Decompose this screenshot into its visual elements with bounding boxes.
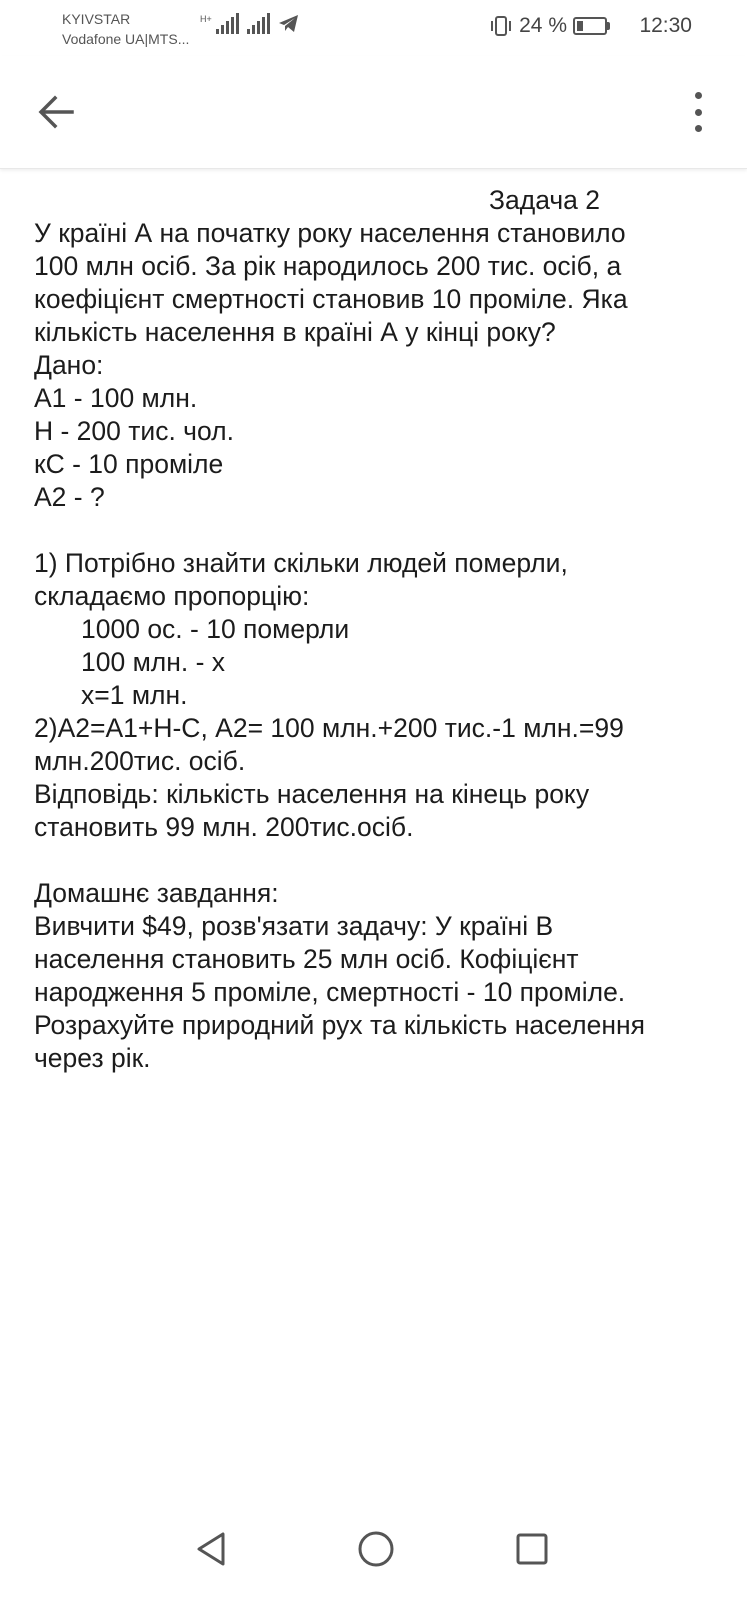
text-line: млн.200тис. осіб. — [34, 746, 246, 776]
text-line: 1000 ос. - 10 померли — [81, 614, 350, 644]
battery-level — [577, 21, 583, 31]
carrier-info — [62, 9, 189, 49]
nav-back-button[interactable] — [193, 1529, 229, 1574]
text-line: коефіцієнт смертності становив 10 проміле. Яка — [34, 284, 628, 314]
text-line: х=1 млн. — [81, 680, 188, 710]
text-line: становить 99 млн. 200тис.осіб. — [34, 812, 414, 842]
text-line: кС - 10 проміле — [34, 449, 224, 479]
text-line: 100 млн. - х — [81, 647, 226, 677]
more-vert-icon — [695, 92, 702, 99]
telegram-icon — [278, 14, 300, 34]
text-line: Відповідь: кількість населення на кінець року — [34, 779, 590, 809]
battery-icon — [573, 17, 607, 35]
document-view[interactable] — [0, 170, 747, 1479]
document-text — [34, 184, 724, 1075]
arrow-left-icon — [34, 90, 78, 134]
more-vert-dot — [695, 109, 702, 116]
text-line: 2)А2=А1+Н-С, А2= 100 млн.+200 тис.-1 млн.=99 — [34, 713, 624, 743]
document-title: Задача 2 — [489, 185, 601, 215]
signal-icon — [247, 12, 270, 34]
text-line: А1 - 100 млн. — [34, 383, 198, 413]
blank-line — [34, 514, 724, 547]
text-line: 100 млн осіб. За рік народилось 200 тис. осіб, а — [34, 251, 622, 281]
text-line: А2 - ? — [34, 482, 105, 512]
clock: 12:30 — [639, 14, 692, 37]
text-line: Дано: — [34, 350, 104, 380]
text-line: 1) Потрібно знайти скільки людей померли, — [34, 548, 568, 578]
carrier-2: Vodafone UA|MTS... — [62, 31, 190, 47]
status-bar — [0, 0, 747, 56]
nav-home-button[interactable] — [356, 1529, 396, 1574]
vibrate-icon — [489, 15, 513, 37]
triangle-back-icon — [193, 1529, 229, 1569]
text-line: складаємо пропорцію: — [34, 581, 310, 611]
more-vert-dot — [695, 125, 702, 132]
text-line: кількість населення в країні А у кінці року? — [34, 317, 556, 347]
app-bar — [0, 56, 747, 169]
signal-icon — [216, 12, 239, 34]
text-line: через рік. — [34, 1043, 151, 1073]
circle-home-icon — [356, 1529, 396, 1569]
system-nav-bar — [0, 1499, 747, 1599]
network-icons — [200, 12, 300, 34]
carrier-1: KYIVSTAR — [62, 11, 131, 27]
square-recents-icon — [514, 1531, 550, 1567]
text-line: У країні А на початку року населення становило — [34, 218, 626, 248]
blank-line — [34, 844, 724, 877]
battery-area — [489, 14, 607, 38]
text-line: населення становить 25 млн осіб. Кофіцієнт — [34, 944, 579, 974]
nav-recents-button[interactable] — [514, 1531, 550, 1572]
text-line: Домашнє завдання: — [34, 878, 279, 908]
more-options-button[interactable] — [689, 92, 707, 132]
back-button[interactable] — [34, 90, 78, 134]
network-type: H+ — [200, 14, 212, 24]
text-line: Н - 200 тис. чол. — [34, 416, 234, 446]
text-line: народження 5 проміле, смертності - 10 проміле. — [34, 977, 626, 1007]
battery-percent: 24 % — [519, 14, 567, 37]
text-line: Розрахуйте природний рух та кількість населення — [34, 1010, 646, 1040]
text-line: Вивчити $49, розв'язати задачу: У країні В — [34, 911, 554, 941]
